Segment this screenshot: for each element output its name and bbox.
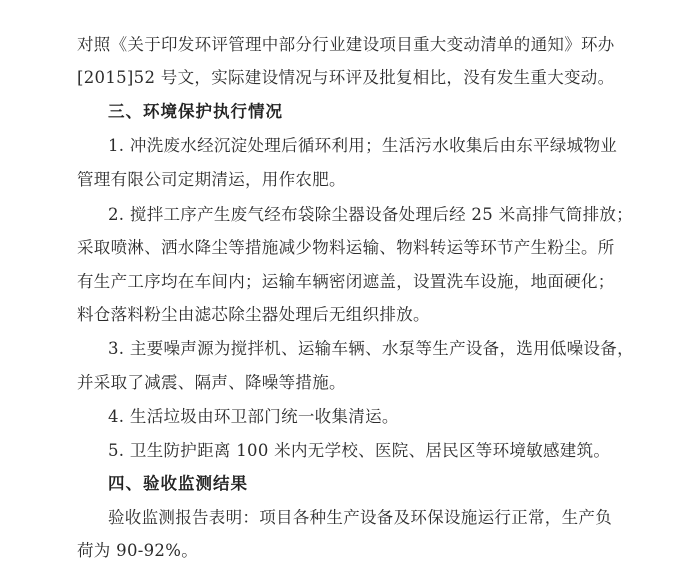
paragraph-line: 并采取了减震、隔声、降噪等措施。 — [77, 373, 346, 392]
paragraph-line: 对照《关于印发环评管理中部分行业建设项目重大变动清单的通知》环办 — [77, 35, 615, 54]
paragraph-line: 验收监测报告表明：项目各种生产设备及环保设施运行正常，生产负 — [108, 508, 612, 527]
paragraph-line: 采取喷淋、洒水降尘等措施减少物料运输、物料转运等环节产生粉尘。所 — [77, 238, 615, 257]
paragraph-line: 料仓落料粉尘由滤芯除尘器处理后无组织排放。 — [77, 305, 430, 324]
section-heading: 三、环境保护执行情况 — [108, 102, 283, 121]
paragraph-line: 5. 卫生防护距离 100 米内无学校、医院、居民区等环境敏感建筑。 — [108, 441, 611, 460]
paragraph-line: 荷为 90-92%。 — [77, 541, 198, 560]
paragraph-line: 3. 主要噪声源为搅拌机、运输车辆、水泵等生产设备，选用低噪设备， — [108, 339, 634, 358]
paragraph-line: 管理有限公司定期清运，用作农肥。 — [77, 170, 346, 189]
paragraph-line: 1. 冲洗废水经沉淀处理后循环利用；生活污水收集后由东平绿城物业 — [108, 136, 618, 155]
paragraph-line: 2. 搅拌工序产生废气经布袋除尘器设备处理后经 25 米高排气筒排放； — [108, 205, 633, 224]
paragraph-line: 有生产工序均在车间内；运输车辆密闭遮盖，设置洗车设施，地面硬化； — [77, 272, 615, 291]
section-heading: 四、验收监测结果 — [108, 474, 248, 493]
paragraph-line: [2015]52 号文，实际建设情况与环评及批复相比，没有发生重大变动。 — [77, 68, 615, 87]
paragraph-line: 4. 生活垃圾由环卫部门统一收集清运。 — [108, 407, 399, 426]
